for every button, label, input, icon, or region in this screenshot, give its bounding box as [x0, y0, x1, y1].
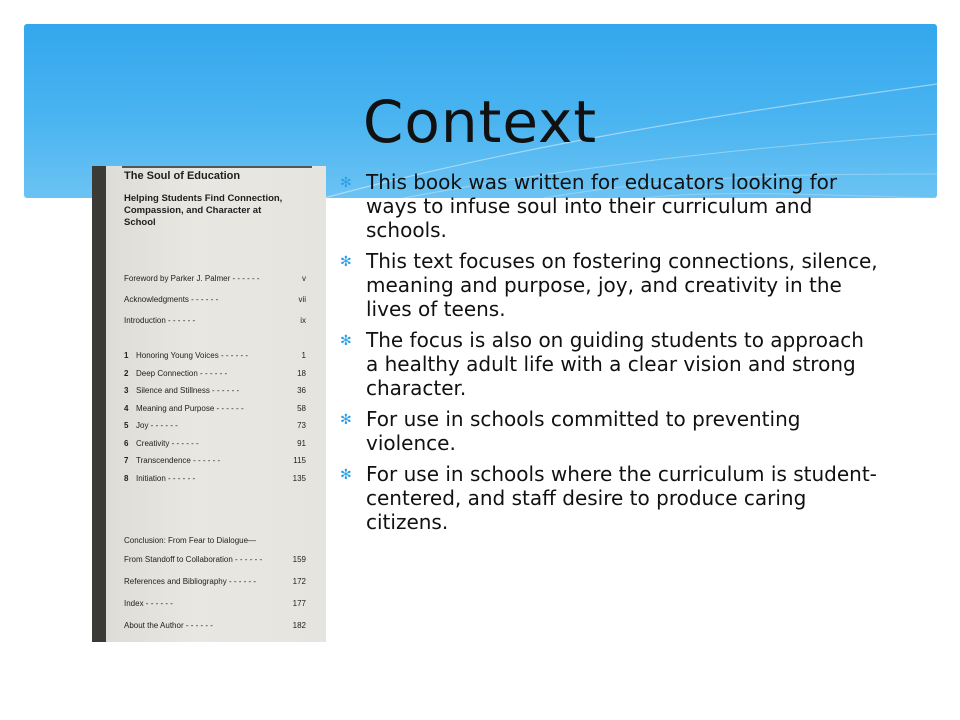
bullet-item — [340, 407, 880, 455]
toc-page-number: ix — [300, 316, 306, 325]
toc-page-number: 18 — [297, 368, 306, 378]
toc-leader: - - - - - - — [190, 456, 221, 465]
toc-leader: - - - - - - — [209, 386, 240, 395]
toc-leader: - - - - - - — [230, 274, 260, 283]
toc-label: Transcendence — [136, 456, 191, 465]
toc-page-number: 58 — [297, 403, 306, 413]
bullet-marker-icon: ✻ — [340, 333, 352, 349]
toc-label: Meaning and Purpose — [136, 403, 215, 413]
toc-page-number: 177 — [292, 599, 306, 608]
bullet-item — [340, 462, 880, 534]
toc-page-number: 73 — [297, 421, 306, 430]
toc-entry — [124, 386, 306, 395]
toc-chapter-number: 8 — [124, 473, 129, 483]
toc-label: Deep Connection — [136, 368, 198, 378]
toc-leader: - - - - - - — [165, 316, 196, 325]
toc-leader: - - - - - - — [188, 295, 219, 304]
toc-label: References and Bibliography — [124, 577, 227, 586]
book-title: The Soul of Education — [124, 170, 241, 182]
toc-entry — [124, 421, 306, 430]
toc-label: Introduction — [124, 316, 166, 325]
toc-chapter-number: 3 — [124, 386, 129, 395]
toc-page-number: 172 — [292, 577, 306, 586]
toc-conclusion-heading: Conclusion: From Fear to Dialogue— — [124, 536, 257, 545]
toc-label: About the Author — [124, 621, 184, 630]
bullet-marker-icon: ✻ — [340, 467, 352, 483]
toc-entry — [124, 577, 306, 586]
toc-leader: - - - - - - — [183, 621, 213, 630]
bullet-text: This text focuses on fostering connections, silence, meaning and purpose, joy, and creativity in the lives of teens. — [366, 249, 878, 321]
bullet-item — [340, 249, 880, 321]
toc-label: Joy — [136, 421, 149, 430]
toc-leader: - - - - - - — [169, 438, 199, 448]
toc-label: From Standoff to Collaboration — [124, 555, 233, 564]
toc-leader: - - - - - - — [143, 599, 173, 608]
toc-entry — [124, 369, 306, 378]
toc-page-number: 115 — [293, 456, 306, 465]
bullet-marker-icon: ✻ — [340, 412, 352, 428]
toc-label: Foreword by Parker J. Palmer — [124, 274, 231, 283]
toc-label: Index — [124, 599, 144, 608]
toc-page-number: 91 — [297, 438, 306, 448]
toc-label: Honoring Young Voices — [136, 351, 219, 360]
toc-entry — [124, 599, 306, 608]
toc-page-number: 36 — [297, 386, 306, 395]
book-page — [106, 166, 326, 642]
toc-page-number: vii — [298, 295, 306, 304]
toc-leader: - - - - - - — [148, 421, 178, 430]
bullet-text: For use in schools committed to preventing violence. — [366, 407, 801, 455]
bullet-text: The focus is also on guiding students to approach a healthy adult life with a clear vision and strong character. — [366, 328, 864, 400]
bullet-text: This book was written for educators looking for ways to infuse soul into their curriculum and schools. — [366, 170, 838, 242]
toc-entry — [124, 555, 306, 564]
toc-entry — [124, 274, 306, 283]
toc-entry — [124, 351, 306, 360]
bullet-text: For use in schools where the curriculum is student-centered, and staff desire to produce caring citizens. — [366, 462, 877, 534]
toc-chapter-number: 1 — [124, 351, 129, 360]
toc-entry — [124, 295, 306, 304]
toc-page-number: 182 — [292, 621, 306, 630]
toc-chapter-number: 5 — [124, 421, 129, 430]
toc-entry — [124, 456, 306, 465]
toc-entry — [124, 439, 306, 448]
toc-entry — [124, 621, 306, 630]
toc-entry — [124, 474, 306, 483]
toc-chapter-number: 2 — [124, 368, 129, 378]
bullet-list — [340, 170, 880, 541]
book-top-rule — [122, 166, 312, 168]
book-contents-photo — [92, 166, 326, 642]
toc-chapter-number: 7 — [124, 456, 129, 465]
toc-label: Initiation — [136, 473, 166, 483]
toc-page-number: 135 — [292, 473, 306, 483]
bullet-marker-icon: ✻ — [340, 254, 352, 270]
toc-entry — [124, 316, 306, 325]
bullet-marker-icon: ✻ — [340, 175, 352, 191]
toc-leader: - - - - - - — [165, 473, 196, 483]
slide-title: Context — [362, 88, 598, 156]
toc-label: Silence and Stillness — [136, 386, 210, 395]
book-subtitle: Helping Students Find Connection, Compassion, and Character at School — [124, 193, 283, 228]
bullet-item — [340, 328, 880, 400]
toc-label: Acknowledgments — [124, 295, 189, 304]
toc-chapter-number: 6 — [124, 438, 129, 448]
toc-leader: - - - - - - — [226, 577, 257, 586]
toc-chapter-number: 4 — [124, 403, 129, 413]
toc-leader: - - - - - - — [214, 403, 244, 413]
toc-page-number: 159 — [292, 555, 306, 564]
toc-page-number: v — [302, 274, 306, 283]
toc-entry — [124, 404, 306, 413]
toc-leader: - - - - - - — [218, 351, 249, 360]
toc-leader: - - - - - - — [197, 368, 228, 378]
bullet-item — [340, 170, 880, 242]
toc-label: Creativity — [136, 438, 170, 448]
toc-page-number: 1 — [301, 351, 306, 360]
toc-leader: - - - - - - — [232, 555, 263, 564]
